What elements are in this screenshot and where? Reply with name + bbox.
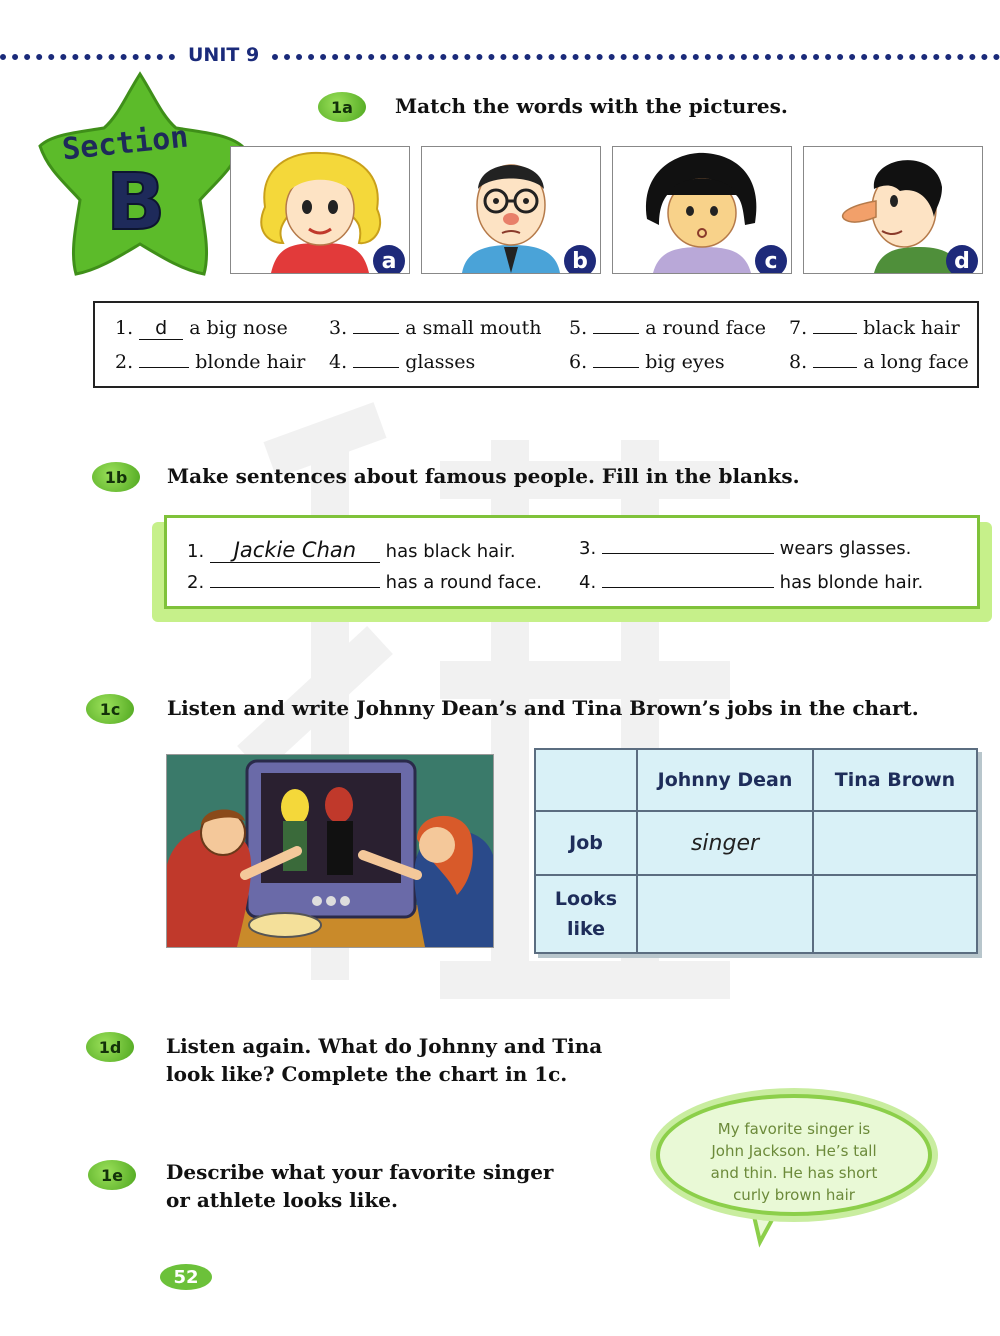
item-number: 6. <box>569 351 588 373</box>
picture-label-a: a <box>373 245 405 274</box>
chart-header-tina-brown: Tina Brown <box>813 749 977 811</box>
picture-label-c: c <box>755 245 787 274</box>
instruction-1c: Listen and write Johnny Dean’s and Tina Brown’s jobs in the chart. <box>167 696 919 720</box>
match-item-1 <box>115 317 288 340</box>
instruction-1d-line1: Listen again. What do Johnny and Tina <box>166 1034 603 1058</box>
item-text: a round face <box>645 317 767 339</box>
item-text: has black hair. <box>385 541 516 562</box>
badge-1c: 1c <box>86 694 134 724</box>
header-dotted-line-right <box>272 54 1000 66</box>
answer-field[interactable] <box>602 553 774 554</box>
chart-cell-tina-looks[interactable] <box>813 875 977 953</box>
instruction-1b: Make sentences about famous people. Fill in the blanks. <box>167 464 800 488</box>
badge-1b: 1b <box>92 462 140 492</box>
answer-field[interactable] <box>593 367 639 368</box>
fill-item-3 <box>579 538 911 559</box>
answer-field[interactable]: Jackie Chan <box>210 538 380 563</box>
instruction-1e-line1: Describe what your favorite singer <box>166 1160 554 1184</box>
item-number: 4. <box>579 572 597 593</box>
chart-row-label-job: Job <box>535 811 637 875</box>
unit-label: UNIT 9 <box>184 44 263 66</box>
answer-field[interactable] <box>813 333 857 334</box>
item-text: has blonde hair. <box>779 572 924 593</box>
picture-d <box>803 146 983 274</box>
answer-field[interactable] <box>210 587 380 588</box>
match-item-5 <box>569 317 766 339</box>
item-number: 2. <box>115 351 134 373</box>
match-item-8 <box>789 351 969 373</box>
item-text: big eyes <box>645 351 725 373</box>
picture-c <box>612 146 792 274</box>
item-number: 3. <box>329 317 348 339</box>
instruction-1e-line2: or athlete looks like. <box>166 1188 398 1212</box>
item-number: 4. <box>329 351 348 373</box>
bubble-line-2: John Jackson. He’s tall <box>711 1142 877 1160</box>
header-dotted-line-left <box>0 54 175 66</box>
match-item-2 <box>115 351 305 373</box>
picture-a <box>230 146 410 274</box>
answer-field[interactable] <box>593 333 639 334</box>
badge-1a: 1a <box>318 92 366 122</box>
match-item-6 <box>569 351 725 373</box>
match-item-7 <box>789 317 960 339</box>
fill-item-4 <box>579 572 923 593</box>
item-text: wears glasses. <box>779 538 912 559</box>
picture-label-b: b <box>564 245 596 274</box>
badge-1e: 1e <box>88 1160 136 1190</box>
watching-tv-illustration <box>166 754 494 948</box>
item-text: glasses <box>405 351 476 373</box>
match-box-1a <box>93 301 979 388</box>
chart-cell-johnny-job[interactable]: singer <box>637 811 813 875</box>
page-number: 52 <box>160 1264 212 1290</box>
fill-item-2 <box>187 572 542 593</box>
chart-corner-cell <box>535 749 637 811</box>
item-number: 2. <box>187 572 205 593</box>
match-item-3 <box>329 317 541 339</box>
answer-field[interactable]: d <box>139 317 183 340</box>
item-text: a long face <box>863 351 969 373</box>
speech-bubble <box>656 1094 932 1216</box>
item-number: 5. <box>569 317 588 339</box>
fill-item-1 <box>187 538 516 563</box>
instruction-1d-line2: look like? Complete the chart in 1c. <box>166 1062 568 1086</box>
item-text: a big nose <box>189 317 288 339</box>
item-number: 3. <box>579 538 597 559</box>
section-word: Section <box>60 119 190 168</box>
fill-box-1b <box>164 515 980 609</box>
item-text: a small mouth <box>405 317 542 339</box>
section-letter: B <box>106 158 166 248</box>
bubble-line-1: My favorite singer is <box>717 1120 871 1138</box>
item-number: 8. <box>789 351 808 373</box>
bubble-line-4: curly brown hair <box>733 1186 855 1204</box>
item-text: has a round face. <box>385 572 542 593</box>
answer-field[interactable] <box>139 367 189 368</box>
item-text: black hair <box>863 317 960 339</box>
answer-field[interactable] <box>353 367 399 368</box>
bubble-line-3: and thin. He has short <box>710 1164 878 1182</box>
answer-field[interactable] <box>602 587 774 588</box>
chart-row-label-looks-like: Looks like <box>535 875 637 953</box>
chart-header-johnny-dean: Johnny Dean <box>637 749 813 811</box>
item-number: 1. <box>115 317 134 339</box>
picture-label-d: d <box>946 245 978 274</box>
badge-1d: 1d <box>86 1032 134 1062</box>
chart-cell-tina-job[interactable] <box>813 811 977 875</box>
instruction-1a: Match the words with the pictures. <box>395 94 788 118</box>
answer-field[interactable] <box>353 333 399 334</box>
answer-field[interactable] <box>813 367 857 368</box>
picture-b <box>421 146 601 274</box>
chart-cell-johnny-looks[interactable] <box>637 875 813 953</box>
item-text: blonde hair <box>195 351 306 373</box>
section-b-star <box>36 66 248 286</box>
jobs-chart <box>534 748 978 954</box>
item-number: 7. <box>789 317 808 339</box>
match-item-4 <box>329 351 475 373</box>
item-number: 1. <box>187 541 205 562</box>
